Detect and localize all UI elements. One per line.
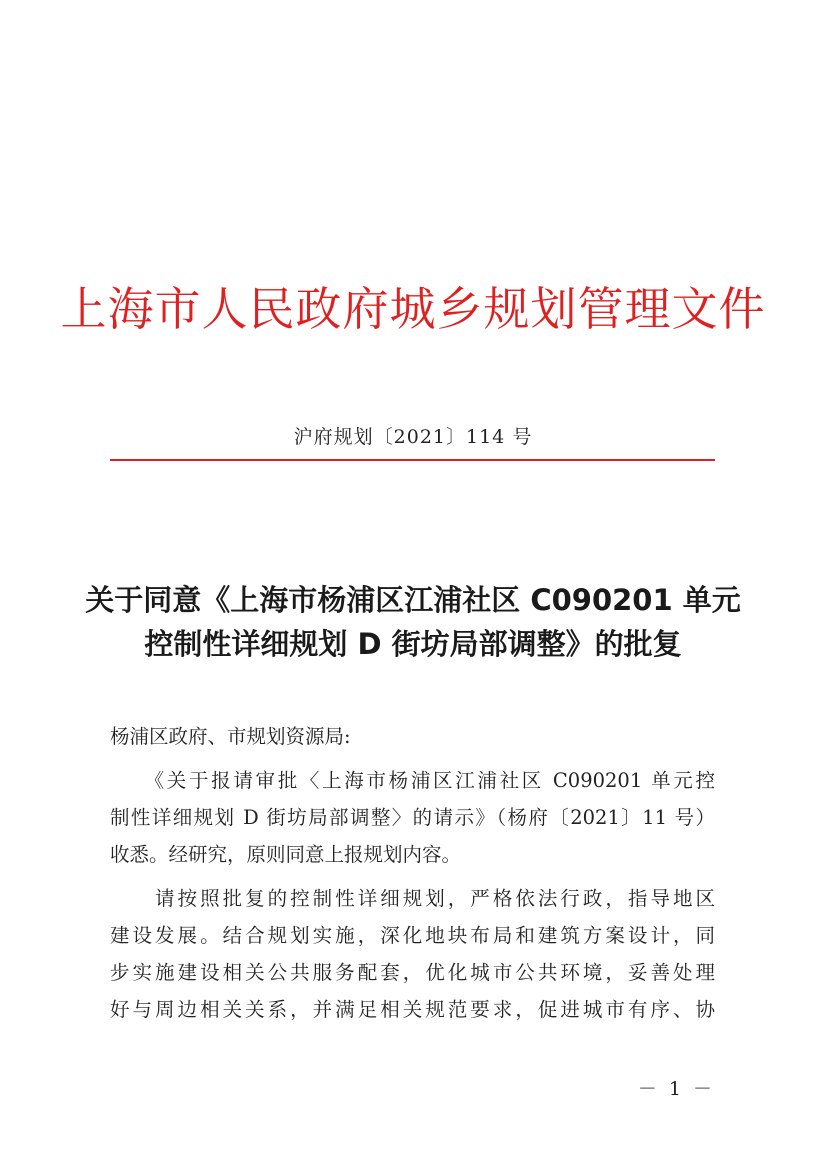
paragraph-2-line-2: 建设发展。结合规划实施，深化地块布局和建筑方案设计，同	[110, 924, 715, 947]
paragraph-2-line-1: 请按照批复的控制性详细规划，严格依法行政，指导地区	[110, 887, 715, 910]
salutation: 杨浦区政府、市规划资源局:	[110, 725, 351, 748]
document-title-line-2: 控制性详细规划 D 街坊局部调整》的批复	[144, 627, 682, 661]
paragraph-1-line-1: 《关于报请审批〈上海市杨浦区江浦社区 C090201 单元控	[110, 769, 715, 792]
paragraph-1-line-3: 收悉。经研究，原则同意上报规划内容。	[110, 843, 462, 866]
document-number: 沪府规划〔2021〕114 号	[293, 426, 533, 448]
paragraph-1-line-2: 制性详细规划 D 街坊局部调整〉的请示》（杨府〔2021〕11 号）	[110, 806, 715, 829]
paragraph-2-line-4: 好与周边相关关系，并满足相关规范要求，促进城市有序、协	[110, 998, 715, 1021]
page-number: － 1 －	[637, 1078, 715, 1100]
document-body	[110, 718, 715, 1028]
paragraph-2-line-3: 步实施建设相关公共服务配套，优化城市公共环境，妥善处理	[110, 961, 715, 984]
document-title	[0, 578, 826, 666]
issuer-header-title: 上海市人民政府城乡规划管理文件	[60, 282, 766, 336]
red-divider-line	[110, 459, 715, 461]
document-title-line-1: 关于同意《上海市杨浦区江浦社区 C090201 单元	[85, 583, 741, 617]
